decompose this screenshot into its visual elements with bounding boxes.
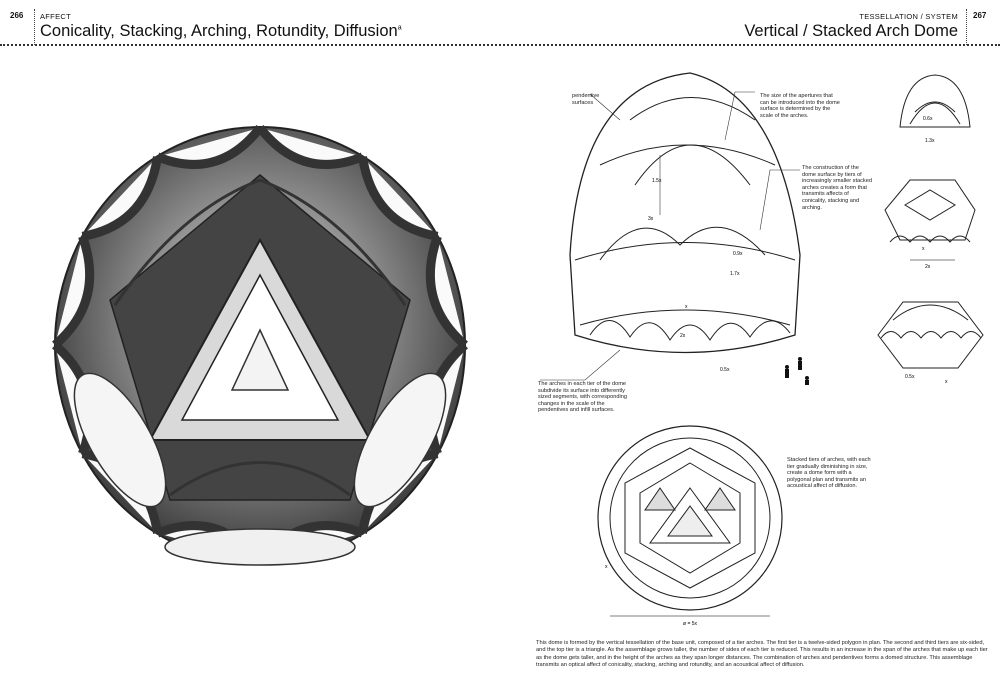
right-section-label: TESSELLATION / SYSTEM [859,12,958,21]
dim-label: 0.5x [720,367,730,373]
study-arch-unit [895,72,975,147]
left-title-text: Conicality, Stacking, Arching, Rotundity, Diffusion [40,22,398,40]
annotation-apertures: The size of the apertures that can be introduced into the dome surface is determined by the scale of the arches. [760,93,840,119]
dome-interior-render [20,100,500,600]
dim-label: 2x [680,333,686,339]
left-section-label: AFFECT [40,12,71,21]
dim-label: 0.9x [733,251,743,257]
dim-label: 1.7x [730,271,740,277]
dim-label: x [685,304,688,310]
annotation-pendentive: pendentive surfaces [572,93,600,106]
right-page-number: 267 [973,11,987,20]
dim-label: 0.6x [923,116,933,122]
body-paragraph: This dome is formed by the vertical tessellation of the base unit, composed of a tier arches. The first tier is a twelve-sided polygon in plan. The second and third tiers are six-sided, and the top tier is a triangle. As the assemblage grows taller, the number of sides of each tier is reduced. This results in an increase in the span of the arches that make up each tier as the dome gets taller, and in the height of the arches as they span longer distances. The combination of arches and pendentives forms a domed structure. This assemblage transmits an optical affect of conicality, stacking, arching and rotundity, and an acoustical affect of diffusion. [536,640,988,668]
left-header-divider [34,9,35,45]
dim-label: x [922,246,925,252]
header-rule [0,44,1000,46]
dim-label: x [605,564,608,570]
right-header-divider [966,9,967,45]
dim-label: 2x [925,264,931,270]
dim-label: ø = 5x [683,621,698,627]
left-page-number: 266 [10,11,24,20]
annotation-arches-tier: The arches in each tier of the dome subdivide its surface into differently sized segments, with corresponding changes in the scale of the pendentives and infill surfaces. [538,381,627,414]
page-header [0,0,1000,46]
left-page-title [40,22,402,41]
dim-label: 0.5x [905,374,915,380]
annotation-construction: The construction of the dome surface by tiers of increasingly smaller stacked arches creates a form that transmits affects of conicality, stacking and arching. [802,165,872,211]
dim-label: 1.5x [652,178,662,184]
annotation-stacked-tiers: Stacked tiers of arches, with each tier gradually diminishing in size, create a dome form with a polygonal plan and transmits an acoustical affect of diffusion. [787,457,871,490]
dome-plan-drawing [590,418,790,628]
dim-label: 1.3x [925,138,935,144]
title-superscript: a [397,24,402,32]
dim-label: x [945,379,948,385]
right-page-title: Vertical / Stacked Arch Dome [744,22,958,40]
leader-lines [520,80,820,400]
dim-label: 3x [648,216,654,222]
study-base-tier [873,290,988,390]
study-hexagonal-tier [880,170,980,275]
